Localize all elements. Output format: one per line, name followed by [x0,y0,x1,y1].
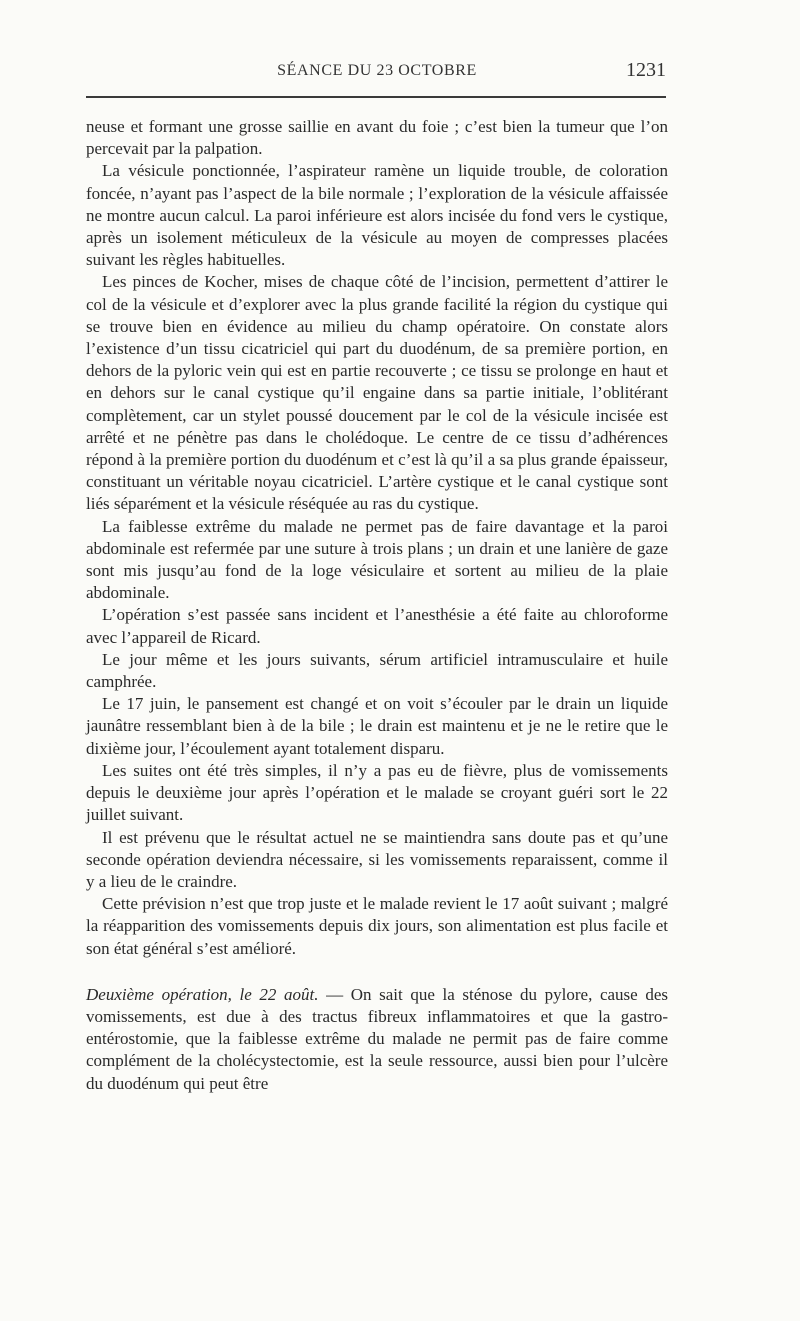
paragraph: Le 17 juin, le pansement est changé et on voit s’écouler par le drain un liquide jaunâtre ressemblant bien à de la bile ; le drain est maintenu et je ne le retire que le dixième jour, l’écoulement ayant totalement disparu. [86,694,668,758]
running-head [86,58,668,88]
section-gap [86,960,668,984]
page-number: 1231 [626,59,666,81]
running-title: SÉANCE DU 23 OCTOBRE [277,62,477,79]
paragraph: L’opération s’est passée sans incident et l’anesthésie a été faite au chloroforme avec l’appareil de Ricard. [86,605,668,647]
paragraph: Le jour même et les jours suivants, sérum artificiel intramusculaire et huile camphrée. [86,649,668,692]
body-text [86,116,668,1095]
paragraph: La faiblesse extrême du malade ne permet pas de faire davantage et la paroi abdominale est refermée par une suture à trois plans ; un drain et une lanière de gaze sont mis jusqu’au fond de la loge vésiculaire et sortent au milieu de la plaie abdominale. [86,516,668,603]
header-rule [86,96,666,98]
section-text: — On sait que la sténose du pylore, cause des vomissements, est due à des tractus fibreux inflammatoires et que la gastro-entérostomie, que la faiblesse extrême du malade ne permit pas de faire comme complément de la cholécystectomie, est la seule ressource, aussi bien pour l’ulcère du duodénum qui peut être [86,984,668,1093]
paragraph: Cette prévision n’est que trop juste et le malade revient le 17 août suivant ; malgré la réapparition des vomissements depuis dix jours, son alimentation est plus facile et son état général s’est amélioré. [86,894,668,958]
section-title: Deuxième opération, le 22 août. [86,984,319,1004]
paragraph: neuse et formant une grosse saillie en avant du foie ; c’est bien la tumeur que l’on percevait par la palpation. [86,117,668,159]
paragraph: La vésicule ponctionnée, l’aspirateur ramène un liquide trouble, de coloration foncée, n’ayant pas l’aspect de la bile normale ; l’exploration de la vésicule affaissée ne montre aucun calcul. La paroi inférieure est alors incisée du fond vers le cystique, après un isolement méticuleux de la vésicule au moyen de compresses placées suivant les règles habituelles. [86,161,668,270]
section-paragraph [86,984,668,1095]
paragraph: Les pinces de Kocher, mises de chaque côté de l’incision, permettent d’attirer le col de la vésicule et d’explorer avec la plus grande facilité la région du cystique qui se trouve bien en évidence au milieu du champ opératoire. On constate alors l’existence d’un tissu cicatriciel qui part du duodénum, de sa première portion, en dehors de la pyloric vein qui est en partie recouverte ; ce tissu se prolonge en haut et en dehors sur le canal cystique qu’il engaine dans sa partie initiale, l’oblitérant complètement, car un stylet poussé doucement par le col de la vésicule incisée est arrêté et ne pénètre pas dans le cholédoque. Le centre de ce tissu d’adhérences répond à la première portion du duodénum et c’est là qu’il a sa plus grande épaisseur, constituant un véritable noyau cicatriciel. L’artère cystique et le canal cystique sont liés séparément et la vésicule réséquée au ras du cystique. [86,272,668,514]
paragraph: Les suites ont été très simples, il n’y a pas eu de fièvre, plus de vomissements depuis le deuxième jour après l’opération et le malade se croyant guéri sort le 22 juillet suivant. [86,760,668,825]
paragraph: Il est prévenu que le résultat actuel ne se maintiendra sans doute pas et qu’une seconde opération deviendra nécessaire, si les vomissements reparaissent, comme il y a lieu de le craindre. [86,827,668,891]
